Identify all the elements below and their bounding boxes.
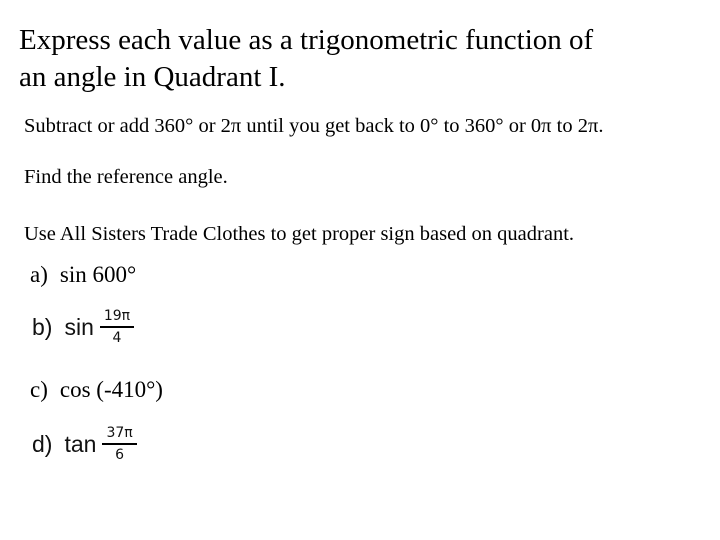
- problem-a: [30, 262, 136, 288]
- problem-b-fraction: [100, 308, 134, 346]
- problem-a-label: a): [30, 262, 48, 287]
- problem-d-label: d): [32, 430, 53, 457]
- problem-d: [32, 425, 137, 463]
- instruction-reference-angle: Find the reference angle.: [24, 166, 228, 188]
- problem-d-fraction: [102, 425, 136, 463]
- problem-b-denominator: 4: [112, 330, 122, 346]
- problem-c-expression: cos (-410°): [59, 377, 163, 402]
- problem-b: [32, 308, 134, 346]
- instruction-astc: Use All Sisters Trade Clothes to get proper sign based on quadrant.: [24, 223, 575, 245]
- title-line-2: an angle in Quadrant I.: [19, 61, 286, 93]
- problem-d-function: tan: [64, 430, 97, 457]
- problem-d-numerator: 37π: [102, 425, 136, 445]
- title-line-1: Express each value as a trigonometric function of: [19, 24, 594, 56]
- problem-c: [30, 377, 163, 403]
- problem-d-denominator: 6: [115, 447, 125, 463]
- instruction-subtract-add: Subtract or add 360° or 2π until you get back to 0° to 360° or 0π to 2π.: [24, 115, 604, 137]
- problem-b-label: b): [32, 313, 53, 340]
- page-title: [19, 22, 593, 96]
- problem-b-numerator: 19π: [100, 308, 134, 328]
- problem-b-function: sin: [64, 313, 94, 340]
- problem-a-expression: sin 600°: [59, 262, 137, 287]
- problem-c-label: c): [30, 377, 48, 402]
